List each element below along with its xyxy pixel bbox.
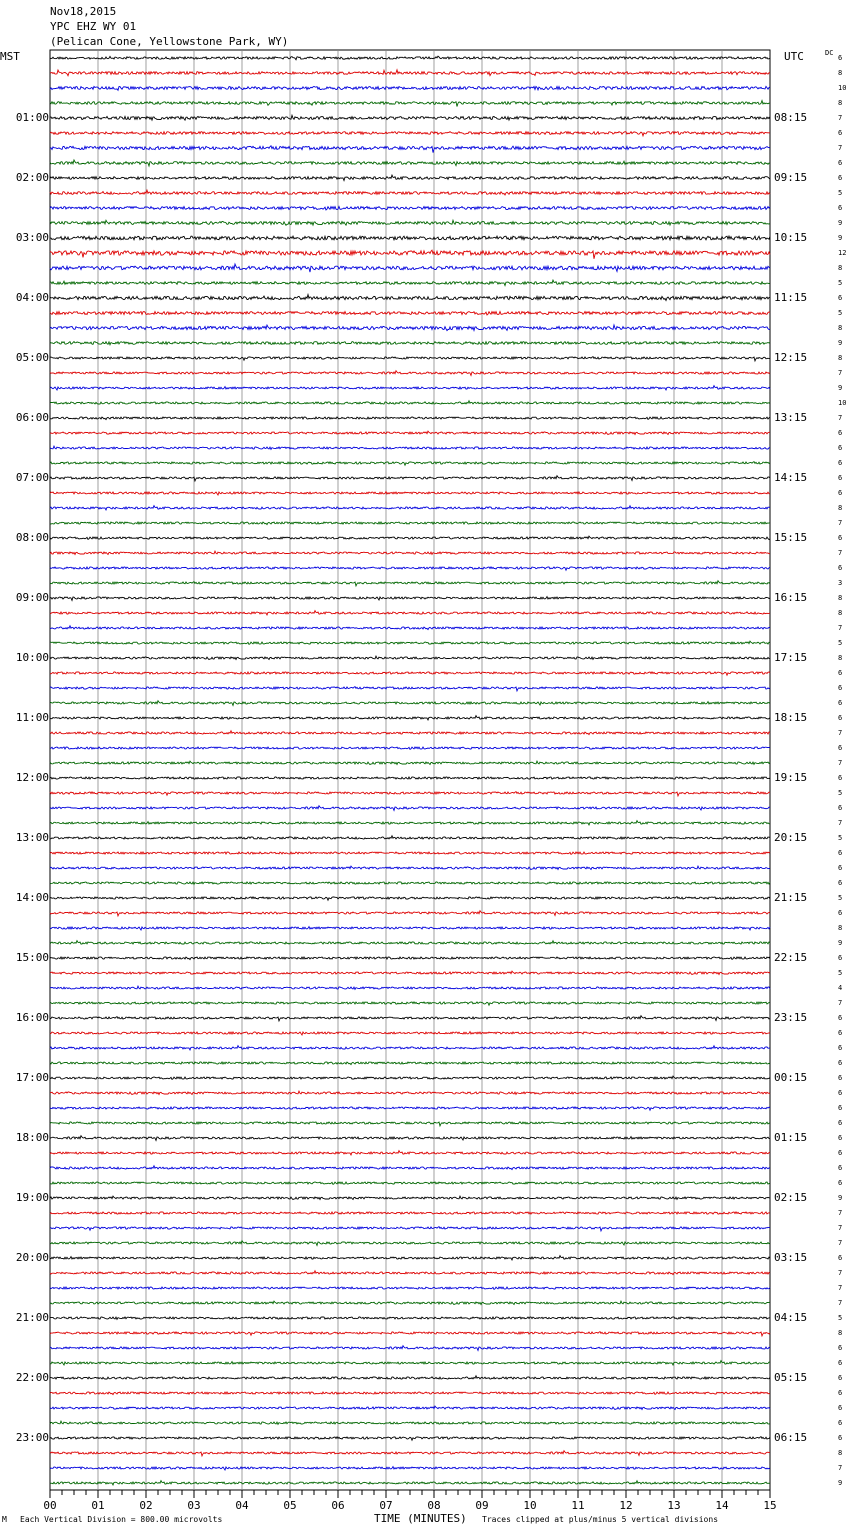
row-dc-value: 6 <box>838 1014 843 1022</box>
trace-row-89 <box>50 1376 770 1379</box>
trace-row-73 <box>50 1136 770 1141</box>
row-dc-value: 7 <box>838 144 843 152</box>
trace-row-76 <box>50 1182 770 1184</box>
row-dc-value: 6 <box>838 699 843 707</box>
row-dc-value: 6 <box>838 1179 843 1187</box>
corner-mark: M <box>2 1515 7 1524</box>
trace-row-6 <box>50 132 770 136</box>
trace-row-84 <box>50 1301 770 1305</box>
utc-hour-label: 11:15 <box>774 291 808 304</box>
row-dc-value: 9 <box>838 384 843 392</box>
row-dc-value: 7 <box>838 1284 843 1292</box>
row-dc-value: 6 <box>838 159 843 167</box>
trace-row-42 <box>50 672 770 675</box>
trace-row-70 <box>50 1091 770 1095</box>
row-dc-value: 8 <box>838 504 843 512</box>
row-dc-value: 9 <box>838 939 843 947</box>
trace-row-61 <box>50 957 770 960</box>
row-dc-value: 6 <box>838 1149 843 1157</box>
trace-row-30 <box>50 492 770 495</box>
x-tick-label: 12 <box>619 1499 633 1512</box>
row-dc-value: 7 <box>838 1239 843 1247</box>
mst-hour-label: 16:00 <box>15 1011 49 1024</box>
trace-row-37 <box>50 597 770 601</box>
x-axis-title: TIME (MINUTES) <box>374 1512 467 1525</box>
row-dc-value: 5 <box>838 789 843 797</box>
trace-row-5 <box>50 115 770 120</box>
utc-hour-label: 17:15 <box>774 651 808 664</box>
x-tick-label: 15 <box>763 1499 777 1512</box>
utc-hour-label: 15:15 <box>774 531 808 544</box>
utc-hour-label: 13:15 <box>774 411 808 424</box>
row-dc-value: 10 <box>838 399 847 407</box>
mst-hour-label: 14:00 <box>15 891 49 904</box>
row-dc-value: 6 <box>838 444 843 452</box>
row-dc-value: 6 <box>838 1074 843 1082</box>
row-dc-value: 6 <box>838 684 843 692</box>
trace-row-51 <box>50 806 770 811</box>
row-dc-value: 6 <box>838 564 843 572</box>
x-tick-label: 14 <box>715 1499 729 1512</box>
row-dc-value: 6 <box>838 804 843 812</box>
trace-row-66 <box>50 1032 770 1035</box>
trace-row-26 <box>50 431 770 435</box>
row-dc-value: 6 <box>838 54 843 62</box>
row-dc-value: 6 <box>838 744 843 752</box>
trace-row-81 <box>50 1256 770 1260</box>
row-dc-value: 9 <box>838 219 843 227</box>
trace-row-72 <box>50 1122 770 1126</box>
row-dc-value: 5 <box>838 834 843 842</box>
row-dc-value: 5 <box>838 894 843 902</box>
utc-hour-label: 14:15 <box>774 471 808 484</box>
utc-hour-label: 00:15 <box>774 1071 808 1084</box>
left-zone-label: MST <box>0 50 20 63</box>
utc-hour-label: 09:15 <box>774 171 808 184</box>
mst-hour-label: 13:00 <box>15 831 49 844</box>
trace-row-50 <box>50 792 770 796</box>
utc-hour-label: 04:15 <box>774 1311 808 1324</box>
row-dc-value: 6 <box>838 864 843 872</box>
row-dc-value: 7 <box>838 1224 843 1232</box>
mst-hour-label: 01:00 <box>15 111 49 124</box>
trace-row-69 <box>50 1076 770 1079</box>
x-axis <box>50 1490 770 1498</box>
trace-row-48 <box>50 761 770 765</box>
row-dc-value: 6 <box>838 489 843 497</box>
trace-row-3 <box>50 86 770 90</box>
mst-hour-label: 04:00 <box>15 291 49 304</box>
utc-hour-label: 10:15 <box>774 231 808 244</box>
x-tick-label: 08 <box>427 1499 441 1512</box>
trace-row-4 <box>50 101 770 107</box>
row-dc-value: 7 <box>838 549 843 557</box>
trace-row-90 <box>50 1392 770 1395</box>
trace-row-38 <box>50 611 770 615</box>
row-dc-value: 6 <box>838 459 843 467</box>
row-dc-value: 6 <box>838 909 843 917</box>
trace-row-17 <box>50 295 770 301</box>
row-dc-value: 6 <box>838 1119 843 1127</box>
utc-hour-label: 01:15 <box>774 1131 808 1144</box>
mst-hour-label: 20:00 <box>15 1251 49 1264</box>
row-dc-value: 6 <box>838 774 843 782</box>
trace-row-82 <box>50 1271 770 1275</box>
row-dc-value: 7 <box>838 519 843 527</box>
mst-hour-label: 15:00 <box>15 951 49 964</box>
x-tick-label: 05 <box>283 1499 297 1512</box>
row-dc-value: 7 <box>838 114 843 122</box>
utc-hour-label: 18:15 <box>774 711 808 724</box>
row-dc-value: 8 <box>838 354 843 362</box>
trace-row-91 <box>50 1406 770 1410</box>
row-dc-value: 7 <box>838 1269 843 1277</box>
utc-hour-label: 08:15 <box>774 111 808 124</box>
row-dc-value: 8 <box>838 654 843 662</box>
row-dc-value: 7 <box>838 819 843 827</box>
row-dc-value: 7 <box>838 414 843 422</box>
trace-row-80 <box>50 1241 770 1246</box>
mst-hour-label: 18:00 <box>15 1131 49 1144</box>
mst-hour-label: 05:00 <box>15 351 49 364</box>
row-dc-value: 8 <box>838 1329 843 1337</box>
trace-row-85 <box>50 1317 770 1320</box>
row-dc-value: 6 <box>838 1059 843 1067</box>
row-dc-value: 6 <box>838 669 843 677</box>
row-dc-value: 7 <box>838 729 843 737</box>
row-dc-value: 6 <box>838 429 843 437</box>
utc-hour-label: 19:15 <box>774 771 808 784</box>
trace-row-8 <box>50 160 770 166</box>
trace-row-95 <box>50 1467 770 1470</box>
trace-row-55 <box>50 866 770 870</box>
trace-row-25 <box>50 417 770 420</box>
trace-row-87 <box>50 1346 770 1351</box>
row-dc-value: 5 <box>838 309 843 317</box>
trace-row-23 <box>50 386 770 390</box>
row-dc-value: 7 <box>838 1299 843 1307</box>
trace-row-13 <box>50 236 770 240</box>
mst-hour-label: 10:00 <box>15 651 49 664</box>
row-dc-value: 6 <box>838 1434 843 1442</box>
trace-row-10 <box>50 190 770 195</box>
trace-row-43 <box>50 687 770 691</box>
trace-row-7 <box>50 146 770 153</box>
x-tick-label: 11 <box>571 1499 585 1512</box>
row-dc-value: 9 <box>838 339 843 347</box>
row-dc-value: 8 <box>838 69 843 77</box>
mst-hour-label: 03:00 <box>15 231 49 244</box>
trace-row-36 <box>50 581 770 586</box>
row-dc-value: 9 <box>838 234 843 242</box>
x-tick-label: 00 <box>43 1499 57 1512</box>
trace-row-39 <box>50 626 770 630</box>
trace-row-16 <box>50 280 770 285</box>
x-tick-label: 06 <box>331 1499 345 1512</box>
trace-row-47 <box>50 747 770 749</box>
row-dc-value: 6 <box>838 1344 843 1352</box>
right-zone-label: UTC <box>784 50 804 63</box>
x-tick-label: 09 <box>475 1499 489 1512</box>
x-tick-label: 07 <box>379 1499 393 1512</box>
trace-row-88 <box>50 1361 770 1365</box>
row-dc-value: 6 <box>838 474 843 482</box>
trace-row-52 <box>50 821 770 825</box>
row-dc-value: 6 <box>838 1389 843 1397</box>
mst-hour-label: 09:00 <box>15 591 49 604</box>
row-dc-value: 7 <box>838 624 843 632</box>
trace-row-60 <box>50 941 770 944</box>
trace-row-75 <box>50 1166 770 1170</box>
trace-row-9 <box>50 175 770 180</box>
row-dc-value: 6 <box>838 534 843 542</box>
utc-hour-label: 05:15 <box>774 1371 808 1384</box>
trace-row-32 <box>50 522 770 525</box>
row-dc-value: 6 <box>838 204 843 212</box>
row-dc-value: 7 <box>838 999 843 1007</box>
trace-row-40 <box>50 641 770 644</box>
scale-note: Each Vertical Division = 800.00 microvolts <box>20 1515 223 1524</box>
trace-row-29 <box>50 476 770 481</box>
trace-row-93 <box>50 1437 770 1441</box>
trace-row-83 <box>50 1287 770 1289</box>
mst-hour-label: 19:00 <box>15 1191 49 1204</box>
clip-note: Traces clipped at plus/minus 5 vertical divisions <box>482 1515 719 1524</box>
mst-hour-label: 22:00 <box>15 1371 49 1384</box>
row-dc-value: 6 <box>838 1254 843 1262</box>
trace-row-53 <box>50 836 770 840</box>
trace-row-92 <box>50 1421 770 1424</box>
trace-row-44 <box>50 701 770 706</box>
row-dc-value: 8 <box>838 609 843 617</box>
row-dc-value: 8 <box>838 594 843 602</box>
trace-row-1 <box>50 56 770 60</box>
trace-row-49 <box>50 777 770 779</box>
row-dc-value: 8 <box>838 1449 843 1457</box>
mst-hour-label: 06:00 <box>15 411 49 424</box>
trace-row-46 <box>50 731 770 735</box>
x-tick-label: 02 <box>139 1499 153 1512</box>
utc-hour-label: 06:15 <box>774 1431 808 1444</box>
row-dc-value: 7 <box>838 1209 843 1217</box>
row-dc-value: 6 <box>838 714 843 722</box>
row-dc-value: 8 <box>838 324 843 332</box>
utc-hour-label: 20:15 <box>774 831 808 844</box>
trace-row-57 <box>50 897 770 901</box>
row-dc-value: 10 <box>838 84 847 92</box>
mst-hour-label: 08:00 <box>15 531 49 544</box>
row-dc-value: 6 <box>838 174 843 182</box>
trace-row-67 <box>50 1046 770 1050</box>
row-dc-value: 6 <box>838 954 843 962</box>
trace-row-68 <box>50 1062 770 1065</box>
trace-row-71 <box>50 1107 770 1110</box>
x-tick-label: 04 <box>235 1499 249 1512</box>
trace-row-64 <box>50 1002 770 1005</box>
x-tick-label: 13 <box>667 1499 681 1512</box>
trace-row-20 <box>50 342 770 345</box>
mst-hour-label: 12:00 <box>15 771 49 784</box>
row-dc-value: 6 <box>838 1134 843 1142</box>
plot-date: Nov18,2015 <box>50 5 117 18</box>
row-dc-value: 5 <box>838 639 843 647</box>
trace-row-2 <box>50 70 770 76</box>
row-dc-value: 8 <box>838 99 843 107</box>
row-dc-value: 6 <box>838 1404 843 1412</box>
trace-row-54 <box>50 852 770 854</box>
row-dc-value: 5 <box>838 969 843 977</box>
x-tick-label: 10 <box>523 1499 537 1512</box>
trace-row-18 <box>50 312 770 316</box>
trace-row-15 <box>50 264 770 272</box>
row-dc-value: 4 <box>838 984 843 992</box>
utc-hour-label: 16:15 <box>774 591 808 604</box>
row-dc-value: 5 <box>838 1314 843 1322</box>
row-dc-value: 12 <box>838 249 847 257</box>
trace-row-77 <box>50 1196 770 1200</box>
trace-row-34 <box>50 551 770 554</box>
trace-row-59 <box>50 927 770 930</box>
trace-row-74 <box>50 1151 770 1155</box>
trace-row-35 <box>50 567 770 570</box>
station-code: YPC EHZ WY 01 <box>50 20 137 33</box>
trace-row-94 <box>50 1451 770 1456</box>
row-dc-value: 6 <box>838 1359 843 1367</box>
mst-hour-label: 11:00 <box>15 711 49 724</box>
row-dc-value: 6 <box>838 294 843 302</box>
row-dc-value: 6 <box>838 1089 843 1097</box>
trace-row-63 <box>50 986 770 989</box>
row-dc-value: 6 <box>838 879 843 887</box>
trace-row-79 <box>50 1227 770 1231</box>
row-dc-value: 8 <box>838 924 843 932</box>
trace-row-28 <box>50 462 770 466</box>
utc-hour-label: 22:15 <box>774 951 808 964</box>
row-dc-value: 9 <box>838 1194 843 1202</box>
x-tick-label: 03 <box>187 1499 201 1512</box>
mst-hour-label: 02:00 <box>15 171 49 184</box>
trace-row-86 <box>50 1332 770 1336</box>
row-dc-value: 7 <box>838 369 843 377</box>
row-dc-value: 5 <box>838 279 843 287</box>
mst-hour-label: 23:00 <box>15 1431 49 1444</box>
row-dc-value: 8 <box>838 264 843 272</box>
mst-hour-label: 21:00 <box>15 1311 49 1324</box>
trace-row-56 <box>50 882 770 885</box>
row-dc-value: 6 <box>838 129 843 137</box>
trace-row-33 <box>50 536 770 540</box>
row-dc-value: 6 <box>838 1164 843 1172</box>
trace-row-19 <box>50 325 770 331</box>
trace-row-45 <box>50 716 770 720</box>
utc-hour-label: 12:15 <box>774 351 808 364</box>
row-dc-value: 3 <box>838 579 843 587</box>
trace-row-24 <box>50 401 770 404</box>
trace-row-62 <box>50 971 770 975</box>
row-dc-value: 6 <box>838 1374 843 1382</box>
dc-label: DC <box>825 49 834 57</box>
row-dc-value: 7 <box>838 759 843 767</box>
trace-row-96 <box>50 1481 770 1485</box>
trace-row-12 <box>50 220 770 225</box>
trace-row-78 <box>50 1212 770 1214</box>
x-tick-label: 01 <box>91 1499 105 1512</box>
trace-row-11 <box>50 207 770 211</box>
row-dc-value: 6 <box>838 1419 843 1427</box>
mst-hour-label: 07:00 <box>15 471 49 484</box>
trace-row-27 <box>50 446 770 449</box>
row-dc-value: 6 <box>838 1044 843 1052</box>
utc-hour-label: 02:15 <box>774 1191 808 1204</box>
trace-row-65 <box>50 1016 770 1021</box>
trace-row-41 <box>50 656 770 660</box>
trace-row-22 <box>50 371 770 376</box>
row-dc-value: 6 <box>838 1104 843 1112</box>
row-dc-value: 5 <box>838 189 843 197</box>
mst-hour-label: 17:00 <box>15 1071 49 1084</box>
row-dc-value: 9 <box>838 1479 843 1487</box>
utc-hour-label: 03:15 <box>774 1251 808 1264</box>
traces <box>50 56 770 1485</box>
row-dc-value: 7 <box>838 1464 843 1472</box>
station-location: (Pelican Cone, Yellowstone Park, WY) <box>50 35 289 48</box>
trace-row-14 <box>50 250 770 259</box>
utc-hour-label: 21:15 <box>774 891 808 904</box>
trace-row-31 <box>50 506 770 510</box>
utc-hour-label: 23:15 <box>774 1011 808 1024</box>
trace-row-21 <box>50 357 770 361</box>
row-dc-value: 6 <box>838 849 843 857</box>
trace-row-58 <box>50 911 770 916</box>
row-dc-value: 6 <box>838 1029 843 1037</box>
